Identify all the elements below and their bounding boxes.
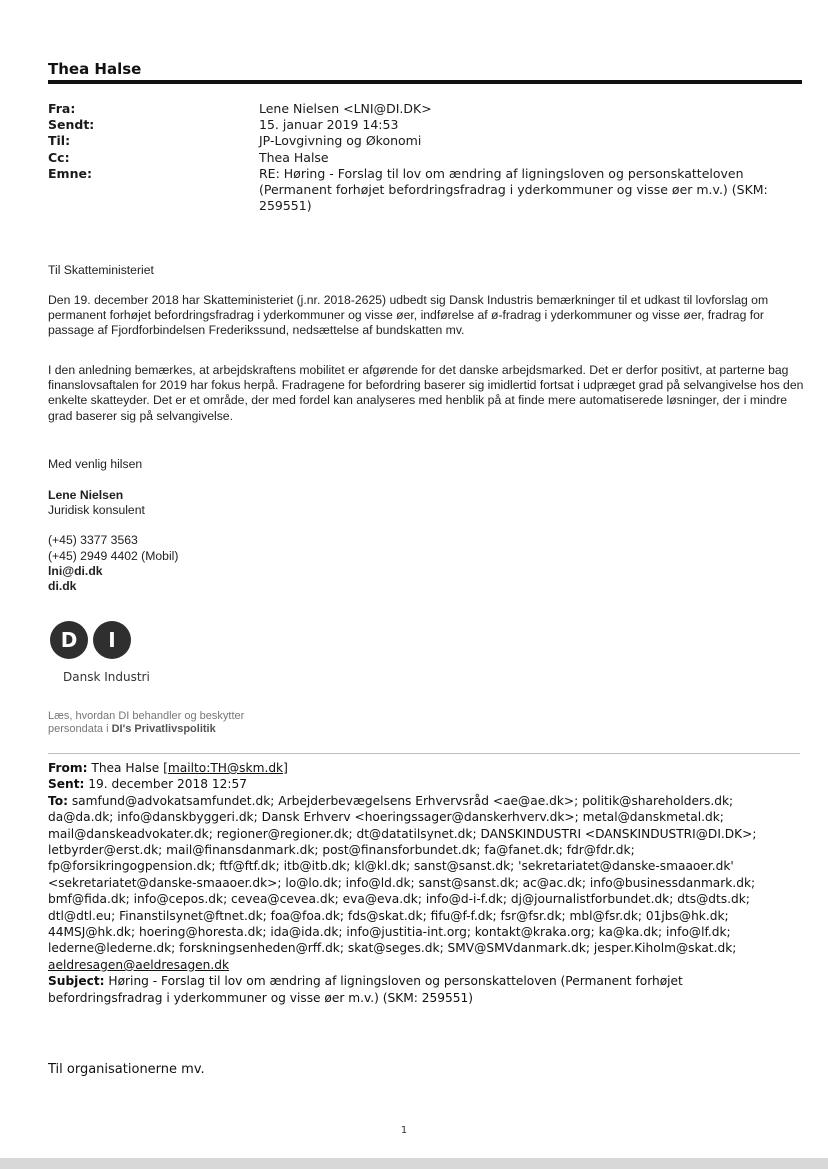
privacy-line-2-prefix: persondata i	[48, 723, 112, 735]
forwarded-message-header	[48, 760, 808, 1006]
fwd-to-line[interactable]: mail@danskeadvokater.dk; regioner@regioner.dk; dt@datatilsynet.dk; DANSKINDUSTRI <DANSKINDUSTRI@DI.DK>;	[48, 826, 757, 841]
fwd-to-line[interactable]: letbyrder@erst.dk; mail@finansdanmark.dk; post@finansforbundet.dk; fa@fanet.dk; fdr@fdr.dk;	[48, 843, 635, 858]
fwd-to-line[interactable]: da@da.dk; info@danskbyggeri.dk; Dansk Erhverv <hoeringssager@danskerhverv.dk>; metal@danskmetal.dk;	[48, 810, 724, 825]
logo-circle-i: I	[93, 621, 131, 659]
fwd-subject-line: befordringsfradrag i yderkommuner og visse øer m.v.) (SKM: 259551)	[48, 990, 474, 1005]
di-logo	[50, 621, 140, 661]
logo-circle-d: D	[50, 621, 88, 659]
fwd-sent-value: 19. december 2018 12:57	[88, 777, 247, 792]
fwd-subject-line: Høring - Forslag til lov om ændring af ligningsloven og personskatteloven (Permanent forhøjet	[108, 974, 683, 989]
fwd-sent-row	[48, 776, 808, 792]
fwd-to-label: To:	[48, 793, 68, 808]
fwd-to-line[interactable]: dtl@dtl.eu; Finanstilsynet@ftnet.dk; foa@foa.dk; fds@skat.dk; fifu@f-f.dk; fsr@fsr.dk; mbl@fsr.dk; 01jbs@hk.dk;	[48, 908, 729, 923]
cc-value: Thea Halse	[259, 149, 329, 165]
fwd-from-label: From:	[48, 761, 88, 775]
fwd-from-mailto-link[interactable]: [mailto:TH@skm.dk]	[163, 761, 288, 775]
label-cc: Cc:	[48, 149, 70, 165]
header-rule	[48, 80, 802, 84]
subject-value: RE: Høring - Forslag til lov om ændring af ligningsloven og personskatteloven (Permanent forhøjet befordringsfradrag i yderkommuner og visse øer m.v.) (SKM: 259551)	[259, 165, 768, 214]
fwd-to-line[interactable]: aeldresagen@aeldresagen.dk	[48, 957, 230, 972]
sent-value: 15. januar 2019 14:53	[259, 117, 399, 133]
fwd-greeting: Til organisationerne mv.	[48, 1062, 205, 1077]
body-paragraph-2: I den anledning bemærkes, at arbejdskraftens mobilitet er afgørende for det danske arbejdsmarked. Det er derfor positivt, at parterne bag finanslovsaftalen for 2019 har fokus herpå. Fradragene for befordring baserer sig imidlertid fortsat i udpræget grad på selvangivelse hos den enkelte skatteyder. Det er et område, der med fordel kan analyseres med henblik på at finde mere automatiserede løsninger, der i mindre grad baserer sig på selvangivelse.	[48, 363, 804, 423]
signature-name: Lene Nielsen	[48, 488, 124, 502]
label-sent: Sendt:	[48, 117, 95, 133]
signature-mobile: (+45) 2949 4402 (Mobil)	[48, 548, 179, 563]
mailbox-owner-name: Thea Halse	[48, 60, 142, 78]
from-value: Lene Nielsen <LNI@DI.DK>	[259, 101, 432, 116]
privacy-note	[48, 710, 448, 736]
signature-website[interactable]: di.dk	[48, 579, 77, 594]
fwd-to-line[interactable]: lederne@lederne.dk; forskningsenheden@rff.dk; skat@seges.dk; SMV@SMVdanmark.dk; jesper.Kiholm@skat.dk;	[48, 941, 737, 956]
label-subject: Emne:	[48, 165, 92, 181]
to-value: JP-Lovgivning og Økonomi	[259, 133, 422, 149]
label-to: Til:	[48, 133, 71, 149]
signature-email[interactable]: lni@di.dk	[48, 563, 103, 578]
fwd-to-row	[48, 793, 808, 809]
body-salutation: Til Skatteministeriet	[48, 263, 154, 277]
fwd-to-line[interactable]: fp@forsikringogpension.dk; ftf@ftf.dk; itb@itb.dk; kl@kl.dk; sanst@sanst.dk; 'sekretariatet@danske-smaaoer.dk'	[48, 859, 734, 874]
label-from: Fra:	[48, 101, 76, 116]
signature-title: Juridisk konsulent	[48, 503, 145, 518]
privacy-policy-link[interactable]: DI's Privatlivspolitik	[111, 723, 216, 735]
email-header-labels	[48, 101, 94, 182]
fwd-subject-label: Subject:	[48, 974, 105, 989]
scan-bottom-edge	[0, 1158, 828, 1169]
signature-block	[48, 488, 804, 594]
signature-phone: (+45) 3377 3563	[48, 533, 138, 548]
fwd-subject-row	[48, 973, 808, 989]
page-number: 1	[400, 1125, 408, 1136]
logo-caption: Dansk Industri	[63, 670, 150, 684]
body-paragraph-1: Den 19. december 2018 har Skatteministeriet (j.nr. 2018-2625) udbedt sig Dansk Industris bemærkninger til et udkast til lovforslag om permanent forhøjet befordringsfradrag i yderkommuner og visse øer, indførelse af ø-fradrag i yderkommuner og visse øer, fradrag for passage af Fjordforbindelsen Frederikssund, nedsættelse af bundskatten mv.	[48, 293, 769, 338]
fwd-sent-label: Sent:	[48, 777, 85, 792]
fwd-from-value: Thea Halse	[91, 761, 164, 775]
fwd-to-line[interactable]: 44MSJ@hk.dk; hoering@horesta.dk; ida@ida.dk; info@justitia-int.org; kontakt@kraka.org; ka@ka.dk; info@lf.dk;	[48, 925, 731, 940]
fwd-to-line[interactable]: samfund@advokatsamfundet.dk; Arbejderbevægelsens Erhvervsråd <ae@ae.dk>; politik@shareholders.dk;	[71, 793, 734, 808]
fwd-from-row	[48, 760, 808, 776]
email-header-values	[259, 101, 799, 214]
body-closing: Med venlig hilsen	[48, 457, 143, 471]
privacy-line-1: Læs, hvordan DI behandler og beskytter	[48, 710, 245, 722]
fwd-to-line[interactable]: bmf@fida.dk; info@cepos.dk; cevea@cevea.dk; eva@eva.dk; info@d-i-f.dk; dj@journalistforbundet.dk; dts@dts.dk;	[48, 892, 750, 907]
fwd-to-line[interactable]: <sekretariatet@danske-smaaoer.dk>; lo@lo.dk; info@ld.dk; sanst@sanst.dk; ac@ac.dk; info@businessdanmark.dk;	[48, 875, 756, 890]
message-separator	[48, 753, 800, 754]
